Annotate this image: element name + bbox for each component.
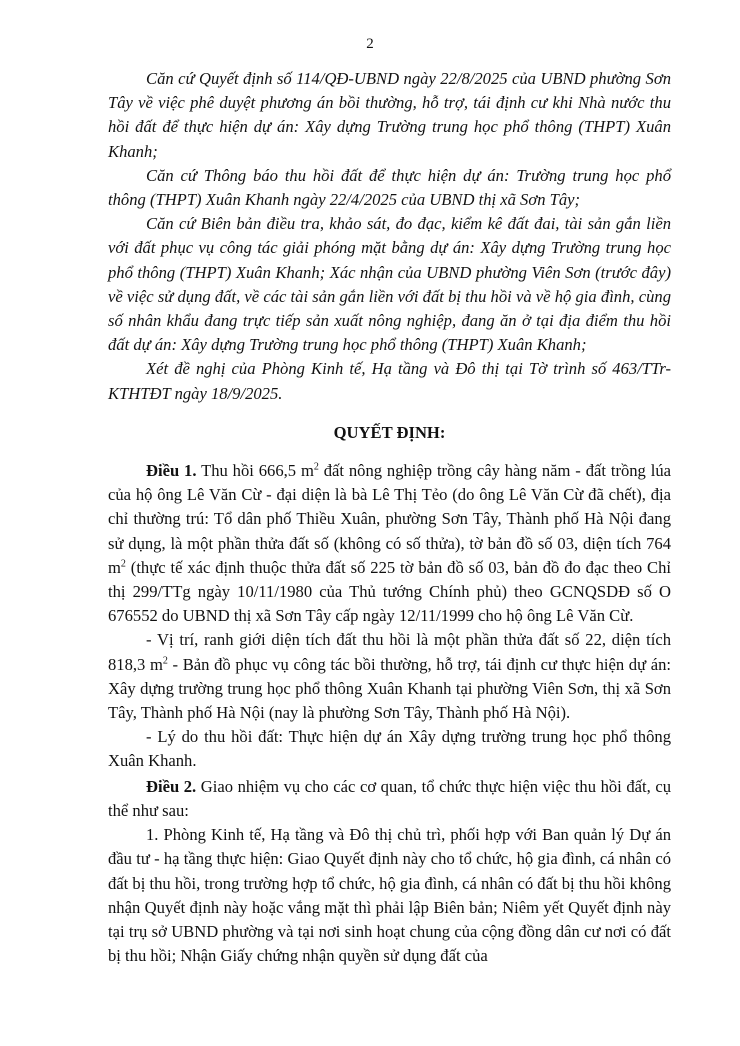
legal-basis-section xyxy=(108,67,671,406)
location-text: - Vị trí, ranh giới diện tích đất thu hồi là một phần thửa đất số 22, diện tích 818,3 m xyxy=(108,630,671,674)
article-1-text: Thu hồi 666,5 m xyxy=(196,461,314,481)
article-2-label: Điều 2. xyxy=(146,776,197,796)
page-number: 2 xyxy=(366,36,374,52)
decision-body xyxy=(108,459,671,968)
item-1-paragraph: 1. Phòng Kinh tế, Hạ tầng và Đô thị chủ trì, phối hợp với Ban quản lý Dự án đầu tư - hạ tầng thực hiện: Giao Quyết định này cho tổ chức, hộ gia đình, cá nhân có đất bị thu hồi, trong trường hợp tổ chức, hộ gia đình, cá nhân có đất bị thu hồi không nhận Quyết định này hoặc vắng mặt thì phải lập Biên bản; Niêm yết Quyết định này tại trụ sở UBND phường và tại nơi sinh hoạt chung của cộng đồng dân cư nơi có đất bị thu hồi; Nhận Giấy chứng nhận quyền sử dụng đất của xyxy=(108,825,671,966)
article-1-paragraph xyxy=(108,459,671,628)
basis-paragraph: Căn cứ Quyết định số 114/QĐ-UBND ngày 22/8/2025 của UBND phường Sơn Tây về việc phê duyệt phương án bồi thường, hỗ trợ, tái định cư khi Nhà nước thu hồi đất để thực hiện dự án: Xây dựng Trường trung học phổ thông (THPT) Xuân Khanh; xyxy=(108,69,671,161)
basis-paragraph: Xét đề nghị của Phòng Kinh tế, Hạ tầng và Đô thị tại Tờ trình số 463/TTr-KTHTĐT ngày 18/9/2025. xyxy=(108,359,671,403)
superscript: 2 xyxy=(162,655,168,667)
basis-paragraph: Căn cứ Biên bản điều tra, khảo sát, đo đạc, kiểm kê đất đai, tài sản gắn liền với đất phục vụ công tác giải phóng mặt bằng dự án: Xây dựng Trường trung học phổ thông (THPT) Xuân Khanh; Xác nhận của UBND phường Viên Sơn (trước đây) về việc sử dụng đất, về các tài sản gắn liền với đất bị thu hồi và về hộ gia đình, cùng số nhân khẩu đang trực tiếp sản xuất nông nghiệp, đang ăn ở tại địa điểm thu hồi đất dự án: Xây dựng Trường trung học phổ thông (THPT) Xuân Khanh; xyxy=(108,214,671,355)
article-1-text: đất nông nghiệp trồng cây hàng năm - đất trồng lúa của hộ ông Lê Văn Cừ - đại diện là bà Lê Thị Tẻo (do ông Lê Văn Cừ đã chết), địa chỉ thường trú: Tổ dân phố Thiều Xuân, phường Sơn Tây, Thành phố Hà Nội đang sử dụng, là một phần thửa đất số (không có số thửa), tờ bản đồ số 03, diện tích 764 m xyxy=(108,461,671,577)
reason-paragraph: - Lý do thu hồi đất: Thực hiện dự án Xây dựng trường trung học phổ thông Xuân Khanh. xyxy=(108,727,671,771)
article-2-paragraph xyxy=(108,775,671,823)
article-2-text: Giao nhiệm vụ cho các cơ quan, tổ chức thực hiện việc thu hồi đất, cụ thể như sau: xyxy=(108,776,671,820)
decision-heading: QUYẾT ĐỊNH: xyxy=(333,422,446,442)
article-1-label: Điều 1. xyxy=(146,461,197,481)
basis-paragraph: Căn cứ Thông báo thu hồi đất để thực hiện dự án: Trường trung học phổ thông (THPT) Xuân Khanh ngày 22/4/2025 của UBND thị xã Sơn Tây; xyxy=(108,165,671,210)
superscript: 2 xyxy=(120,558,126,570)
location-paragraph xyxy=(108,628,671,725)
superscript: 2 xyxy=(313,461,319,473)
location-text: - Bản đồ phục vụ công tác bồi thường, hỗ trợ, tái định cư thực hiện dự án: Xây dựng trường trung học phổ thông Xuân Khanh tại phường Viên Sơn, thị xã Sơn Tây, Thành phố Hà Nội (nay là phường Sơn Tây, Thành phố Hà Nội). xyxy=(108,654,671,723)
article-1-text: (thực tế xác định thuộc thửa đất số 225 tờ bản đồ số 03, bản đồ đo đạc theo Chỉ thị 299/TTg ngày 10/11/1980 của Thủ tướng Chính phủ) theo GCNQSDĐ số O 676552 do UBND thị xã Sơn Tây cấp ngày 12/11/1999 cho hộ ông Lê Văn Cừ. xyxy=(108,557,671,626)
document-body xyxy=(108,67,671,968)
